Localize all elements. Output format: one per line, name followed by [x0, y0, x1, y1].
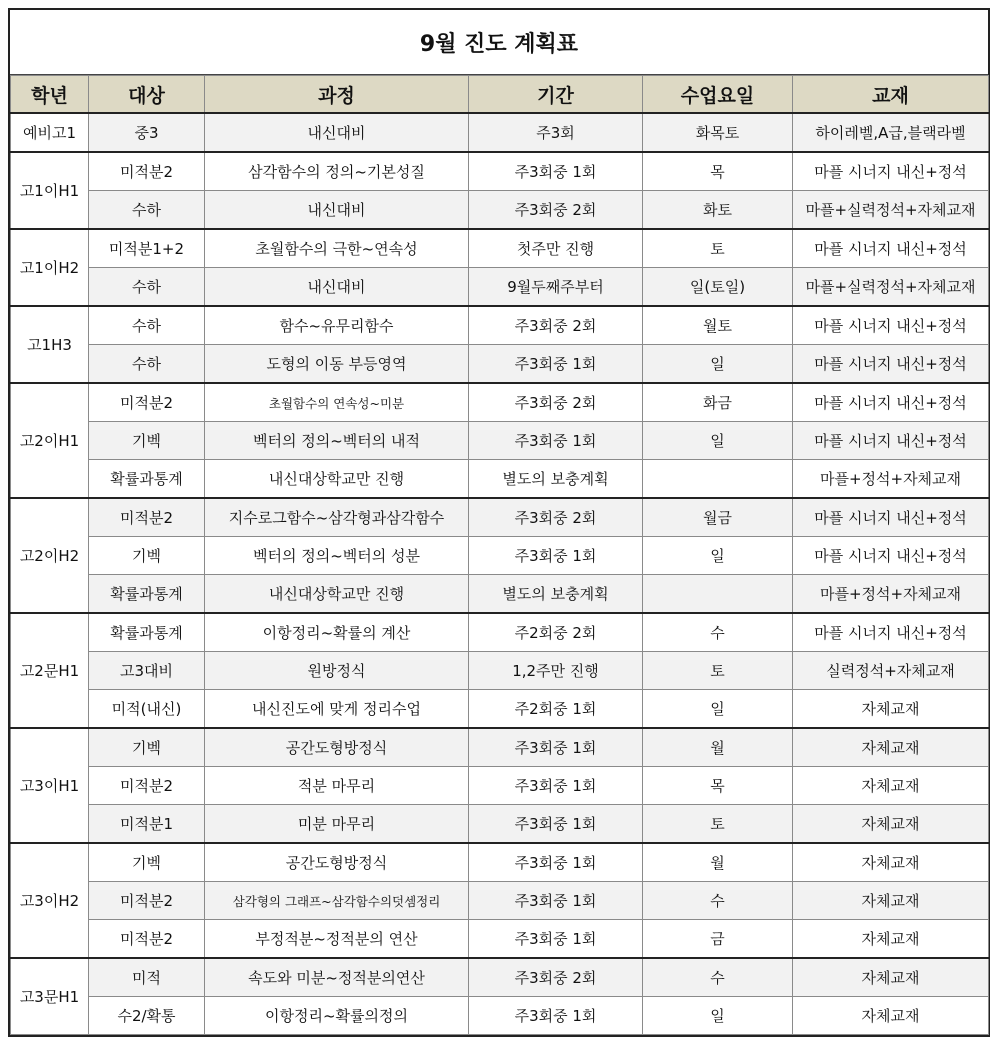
book-cell: 마플 시너지 내신+정석: [793, 422, 989, 460]
days-cell: [643, 460, 793, 499]
days-cell: 일: [643, 345, 793, 384]
target-cell: 미적분2: [89, 882, 205, 920]
target-cell: 미적분2: [89, 920, 205, 959]
book-cell: 자체교재: [793, 997, 989, 1035]
book-cell: 마플 시너지 내신+정석: [793, 498, 989, 537]
grade-cell: 고2이H1: [11, 383, 89, 498]
table-row: [11, 728, 989, 767]
table-row: [11, 805, 989, 844]
target-cell: 미적: [89, 958, 205, 997]
book-cell: 실력정석+자체교재: [793, 652, 989, 690]
course-cell: 함수~유무리함수: [205, 306, 469, 345]
table-row: [11, 268, 989, 307]
table-row: [11, 613, 989, 652]
course-cell: 내신대비: [205, 191, 469, 230]
book-cell: 마플 시너지 내신+정석: [793, 229, 989, 268]
course-cell: 지수로그함수~삼각형과삼각함수: [205, 498, 469, 537]
period-cell: 주3회중 2회: [469, 306, 643, 345]
period-cell: 주3회중 2회: [469, 958, 643, 997]
days-cell: 월: [643, 728, 793, 767]
table-row: [11, 460, 989, 499]
period-cell: 주3회중 1회: [469, 920, 643, 959]
book-cell: 자체교재: [793, 882, 989, 920]
course-cell: 부정적분~정적분의 연산: [205, 920, 469, 959]
table-row: [11, 383, 989, 422]
table-row: [11, 191, 989, 230]
target-cell: 수하: [89, 191, 205, 230]
course-cell: 내신대비: [205, 268, 469, 307]
target-cell: 기벡: [89, 422, 205, 460]
table-row: [11, 997, 989, 1035]
target-cell: 미적분2: [89, 383, 205, 422]
days-cell: 월: [643, 843, 793, 882]
period-cell: 주3회중 1회: [469, 767, 643, 805]
book-cell: 마플 시너지 내신+정석: [793, 152, 989, 191]
book-cell: 자체교재: [793, 958, 989, 997]
target-cell: 고3대비: [89, 652, 205, 690]
days-cell: 화목토: [643, 113, 793, 152]
course-cell: 초월함수의 연속성~미분: [205, 383, 469, 422]
table-row: [11, 113, 989, 152]
book-cell: 마플 시너지 내신+정석: [793, 537, 989, 575]
target-cell: 확률과통계: [89, 575, 205, 614]
course-cell: 벡터의 정의~벡터의 성분: [205, 537, 469, 575]
course-cell: 내신대상학교만 진행: [205, 460, 469, 499]
period-cell: 주3회중 1회: [469, 997, 643, 1035]
days-cell: 수: [643, 882, 793, 920]
period-cell: 주3회중 1회: [469, 843, 643, 882]
header-grade: 학년: [11, 76, 89, 114]
period-cell: 주3회중 2회: [469, 498, 643, 537]
days-cell: 토: [643, 229, 793, 268]
days-cell: 일: [643, 537, 793, 575]
days-cell: 월토: [643, 306, 793, 345]
table-row: [11, 537, 989, 575]
course-cell: 이항정리~확률의정의: [205, 997, 469, 1035]
period-cell: 주3회중 1회: [469, 422, 643, 460]
target-cell: 미적(내신): [89, 690, 205, 729]
header-target: 대상: [89, 76, 205, 114]
target-cell: 확률과통계: [89, 460, 205, 499]
days-cell: 목: [643, 767, 793, 805]
target-cell: 기벡: [89, 728, 205, 767]
book-cell: 마플+정석+자체교재: [793, 460, 989, 499]
period-cell: 주3회중 1회: [469, 345, 643, 384]
table-row: [11, 306, 989, 345]
period-cell: 별도의 보충계획: [469, 575, 643, 614]
table-row: [11, 152, 989, 191]
days-cell: [643, 575, 793, 614]
period-cell: 9월두째주부터: [469, 268, 643, 307]
course-cell: 내신대비: [205, 113, 469, 152]
target-cell: 미적분2: [89, 767, 205, 805]
grade-cell: 고1이H1: [11, 152, 89, 229]
book-cell: 마플 시너지 내신+정석: [793, 345, 989, 384]
book-cell: 마플 시너지 내신+정석: [793, 383, 989, 422]
book-cell: 자체교재: [793, 690, 989, 729]
target-cell: 중3: [89, 113, 205, 152]
days-cell: 화토: [643, 191, 793, 230]
course-cell: 내신진도에 맞게 정리수업: [205, 690, 469, 729]
book-cell: 마플+정석+자체교재: [793, 575, 989, 614]
target-cell: 기벡: [89, 843, 205, 882]
days-cell: 수: [643, 958, 793, 997]
days-cell: 화금: [643, 383, 793, 422]
book-cell: 자체교재: [793, 843, 989, 882]
days-cell: 토: [643, 652, 793, 690]
grade-cell: 고2문H1: [11, 613, 89, 728]
course-cell: 미분 마무리: [205, 805, 469, 844]
book-cell: 마플+실력정석+자체교재: [793, 191, 989, 230]
schedule-sheet: [8, 8, 990, 1037]
period-cell: 별도의 보충계획: [469, 460, 643, 499]
page-title: 9월 진도 계획표: [10, 10, 988, 75]
course-cell: 초월함수의 극한~연속성: [205, 229, 469, 268]
course-cell: 공간도형방정식: [205, 728, 469, 767]
course-cell: 도형의 이동 부등영역: [205, 345, 469, 384]
grade-cell: 고1H3: [11, 306, 89, 383]
header-period: 기간: [469, 76, 643, 114]
course-cell: 속도와 미분~정적분의연산: [205, 958, 469, 997]
period-cell: 주3회: [469, 113, 643, 152]
schedule-table: [10, 75, 989, 1035]
target-cell: 수하: [89, 306, 205, 345]
days-cell: 일(토일): [643, 268, 793, 307]
book-cell: 마플 시너지 내신+정석: [793, 306, 989, 345]
grade-cell: 예비고1: [11, 113, 89, 152]
table-row: [11, 345, 989, 384]
table-row: [11, 575, 989, 614]
header-days: 수업요일: [643, 76, 793, 114]
course-cell: 벡터의 정의~벡터의 내적: [205, 422, 469, 460]
days-cell: 일: [643, 690, 793, 729]
period-cell: 주3회중 1회: [469, 537, 643, 575]
course-cell: 공간도형방정식: [205, 843, 469, 882]
target-cell: 미적분2: [89, 152, 205, 191]
book-cell: 마플+실력정석+자체교재: [793, 268, 989, 307]
book-cell: 자체교재: [793, 767, 989, 805]
book-cell: 하이레벨,A급,블랙라벨: [793, 113, 989, 152]
target-cell: 수하: [89, 345, 205, 384]
table-row: [11, 882, 989, 920]
period-cell: 주3회중 1회: [469, 805, 643, 844]
grade-cell: 고3이H2: [11, 843, 89, 958]
days-cell: 일: [643, 997, 793, 1035]
grade-cell: 고1이H2: [11, 229, 89, 306]
table-row: [11, 229, 989, 268]
book-cell: 마플 시너지 내신+정석: [793, 613, 989, 652]
days-cell: 수: [643, 613, 793, 652]
book-cell: 자체교재: [793, 728, 989, 767]
target-cell: 수하: [89, 268, 205, 307]
target-cell: 기벡: [89, 537, 205, 575]
target-cell: 수2/확통: [89, 997, 205, 1035]
target-cell: 미적분1: [89, 805, 205, 844]
header-book: 교재: [793, 76, 989, 114]
days-cell: 일: [643, 422, 793, 460]
schedule-body: [11, 113, 989, 1035]
course-cell: 적분 마무리: [205, 767, 469, 805]
period-cell: 주2회중 1회: [469, 690, 643, 729]
table-row: [11, 843, 989, 882]
book-cell: 자체교재: [793, 805, 989, 844]
course-cell: 이항정리~확률의 계산: [205, 613, 469, 652]
period-cell: 첫주만 진행: [469, 229, 643, 268]
days-cell: 목: [643, 152, 793, 191]
days-cell: 금: [643, 920, 793, 959]
period-cell: 주3회중 2회: [469, 383, 643, 422]
table-row: [11, 498, 989, 537]
book-cell: 자체교재: [793, 920, 989, 959]
period-cell: 주3회중 1회: [469, 728, 643, 767]
course-cell: 내신대상학교만 진행: [205, 575, 469, 614]
table-row: [11, 652, 989, 690]
period-cell: 주3회중 1회: [469, 882, 643, 920]
target-cell: 확률과통계: [89, 613, 205, 652]
table-row: [11, 920, 989, 959]
table-row: [11, 690, 989, 729]
course-cell: 삼각형의 그래프~삼각함수의덧셈정리: [205, 882, 469, 920]
period-cell: 주3회중 1회: [469, 152, 643, 191]
grade-cell: 고2이H2: [11, 498, 89, 613]
days-cell: 토: [643, 805, 793, 844]
table-row: [11, 422, 989, 460]
period-cell: 주2회중 2회: [469, 613, 643, 652]
table-row: [11, 767, 989, 805]
header-row: [11, 76, 989, 114]
target-cell: 미적분2: [89, 498, 205, 537]
target-cell: 미적분1+2: [89, 229, 205, 268]
header-course: 과정: [205, 76, 469, 114]
grade-cell: 고3문H1: [11, 958, 89, 1035]
course-cell: 삼각함수의 정의~기본성질: [205, 152, 469, 191]
days-cell: 월금: [643, 498, 793, 537]
table-row: [11, 958, 989, 997]
grade-cell: 고3이H1: [11, 728, 89, 843]
course-cell: 원방정식: [205, 652, 469, 690]
period-cell: 1,2주만 진행: [469, 652, 643, 690]
period-cell: 주3회중 2회: [469, 191, 643, 230]
